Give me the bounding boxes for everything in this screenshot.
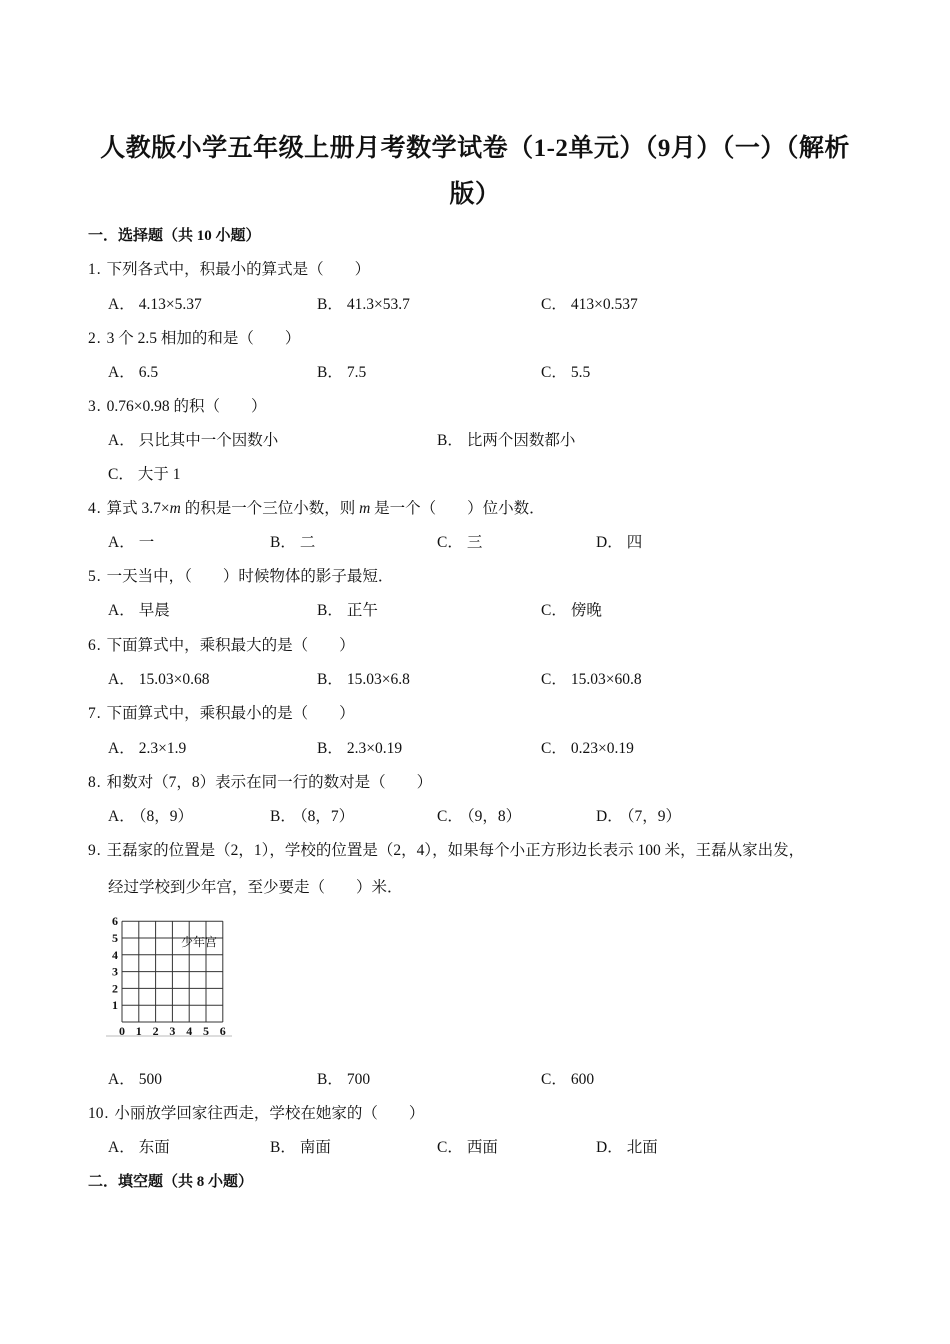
option-text: 正午 <box>346 602 378 619</box>
option-d[interactable] <box>596 1138 658 1158</box>
option-d[interactable] <box>596 807 681 827</box>
option-letter: C ． <box>541 296 567 313</box>
option-text: 15.03×0.68 <box>138 671 210 688</box>
question-text: 0.76×0.98 的积（ ） <box>106 398 267 415</box>
question-number: 10 . <box>88 1105 108 1122</box>
option-letter: B ． <box>317 296 343 313</box>
option-b[interactable] <box>270 807 354 827</box>
question-number: 3 . <box>88 398 101 415</box>
question-number: 7 . <box>88 705 101 722</box>
x-tick-label: 2 <box>152 1024 159 1038</box>
option-a[interactable] <box>108 431 278 451</box>
option-letter: A ． <box>108 1139 135 1156</box>
option-text: （8，7） <box>299 808 355 825</box>
option-a[interactable] <box>108 601 170 621</box>
option-text: 比两个因数都小 <box>466 432 576 449</box>
option-c[interactable] <box>541 739 634 759</box>
option-letter: B ． <box>270 1139 296 1156</box>
question-3 <box>88 397 267 417</box>
option-c[interactable] <box>541 1070 594 1090</box>
option-letter: B ． <box>317 364 343 381</box>
question-text: 下面算式中，乘积最小的是（ ） <box>106 705 355 722</box>
option-letter: C ． <box>437 808 463 825</box>
question-text: 和数对（7，8）表示在同一行的数对是（ ） <box>106 774 433 791</box>
question-5 <box>88 567 393 587</box>
coordinate-grid-figure <box>106 910 232 1038</box>
option-c[interactable] <box>108 465 181 485</box>
option-d[interactable] <box>596 533 642 553</box>
y-tick-label: 5 <box>112 931 118 945</box>
option-letter: B ． <box>317 740 343 757</box>
option-letter: A ． <box>108 740 135 757</box>
option-text: 二 <box>299 534 316 551</box>
x-tick-label: 6 <box>219 1024 226 1038</box>
place-label: 少年宫 <box>180 935 218 949</box>
y-tick-label: 2 <box>112 981 118 996</box>
option-letter: A ． <box>108 364 135 381</box>
y-tick-label: 3 <box>112 964 118 979</box>
option-text: 41.3×53.7 <box>346 296 410 313</box>
option-text: 15.03×6.8 <box>346 671 410 688</box>
question-9 <box>88 841 804 861</box>
question-1 <box>88 260 370 280</box>
option-letter: C ． <box>108 466 134 483</box>
option-a[interactable] <box>108 807 193 827</box>
option-c[interactable] <box>437 533 482 553</box>
question-9-line-2: 经过学校到少年宫，至少要走（ ）米． <box>108 879 403 896</box>
question-text-post: 是一个（ ）位小数． <box>370 500 545 517</box>
question-text: 下列各式中，积最小的算式是（ ） <box>106 261 371 278</box>
option-text: 600 <box>570 1071 595 1088</box>
option-text: 三 <box>466 534 483 551</box>
option-b[interactable] <box>317 295 410 315</box>
option-text: 700 <box>346 1071 371 1088</box>
option-text: 南面 <box>299 1139 331 1156</box>
option-letter: A ． <box>108 1071 135 1088</box>
option-b[interactable] <box>317 670 410 690</box>
section-heading-choice: 一．选择题（共 10 小题） <box>88 228 261 244</box>
option-letter: A ． <box>108 671 135 688</box>
option-a[interactable] <box>108 739 186 759</box>
question-6 <box>88 636 355 656</box>
question-7 <box>88 704 355 724</box>
option-a[interactable] <box>108 363 158 383</box>
option-c[interactable] <box>437 1138 498 1158</box>
question-number: 4 . <box>88 500 101 517</box>
question-2 <box>88 329 300 349</box>
option-letter: A ． <box>108 296 135 313</box>
option-letter: C ． <box>541 1071 567 1088</box>
option-text: 一 <box>138 534 155 551</box>
option-text: 四 <box>626 534 643 551</box>
grid-labels <box>112 914 226 1038</box>
y-tick-label: 6 <box>112 914 118 929</box>
option-text: 西面 <box>466 1139 498 1156</box>
question-number: 9 . <box>88 842 101 859</box>
option-letter: C ． <box>541 602 567 619</box>
question-text: 小丽放学回家往西走，学校在她家的（ ） <box>114 1105 425 1122</box>
option-text: 15.03×60.8 <box>570 671 642 688</box>
question-8 <box>88 773 432 793</box>
option-a[interactable] <box>108 533 154 553</box>
option-letter: B ． <box>317 1071 343 1088</box>
option-text: 2.3×1.9 <box>138 740 187 757</box>
option-b[interactable] <box>270 533 315 553</box>
option-b[interactable] <box>437 431 575 451</box>
option-text: 6.5 <box>138 364 159 381</box>
option-letter: D ． <box>596 808 623 825</box>
option-a[interactable] <box>108 295 202 315</box>
question-text: 下面算式中，乘积最大的是（ ） <box>106 637 355 654</box>
question-number: 2 . <box>88 330 101 347</box>
y-tick-label: 4 <box>112 947 118 962</box>
option-b[interactable] <box>317 363 366 383</box>
question-number: 6 . <box>88 637 101 654</box>
question-10 <box>88 1104 424 1124</box>
option-c[interactable] <box>541 363 590 383</box>
option-text: 7.5 <box>346 364 367 381</box>
option-text: 早晨 <box>138 602 170 619</box>
question-text: 王磊家的位置是（2，1），学校的位置是（2，4），如果每个小正方形边长表示 100 米，王磊从家出发， <box>106 842 805 859</box>
section-heading-fill: 二．填空题（共 8 小题） <box>88 1174 254 1190</box>
question-text: 3 个 2.5 相加的和是（ ） <box>106 330 301 347</box>
option-a[interactable] <box>108 1070 162 1090</box>
option-c[interactable] <box>541 670 642 690</box>
option-letter: B ． <box>437 432 463 449</box>
option-letter: C ． <box>541 671 567 688</box>
option-b[interactable] <box>317 601 378 621</box>
question-text: 一天当中，（ ）时候物体的影子最短． <box>106 568 394 585</box>
option-letter: A ． <box>108 602 135 619</box>
y-tick-label: 1 <box>112 998 118 1013</box>
option-letter: B ． <box>317 671 343 688</box>
option-letter: D ． <box>596 534 623 551</box>
question-number: 5 . <box>88 568 101 585</box>
option-c[interactable] <box>541 295 638 315</box>
question-text-pre: 算式 3.7× <box>106 500 170 517</box>
x-tick-label: 3 <box>169 1024 176 1038</box>
question-number: 1 . <box>88 261 101 278</box>
variable-m: m <box>169 500 181 517</box>
option-text: （8，9） <box>138 808 193 825</box>
option-b[interactable] <box>270 1138 331 1158</box>
question-4 <box>88 499 545 519</box>
question-text-mid: 的积是一个三位小数，则 <box>180 500 360 517</box>
option-text: 4.13×5.37 <box>138 296 202 313</box>
option-text: 东面 <box>138 1139 170 1156</box>
option-letter: D ． <box>596 1139 623 1156</box>
option-b[interactable] <box>317 1070 370 1090</box>
option-c[interactable] <box>541 601 602 621</box>
option-letter: A ． <box>108 432 135 449</box>
option-a[interactable] <box>108 1138 170 1158</box>
question-number: 8 . <box>88 774 101 791</box>
option-text: 傍晚 <box>570 602 602 619</box>
coordinate-grid-svg <box>106 910 232 1038</box>
option-text: 500 <box>138 1071 162 1088</box>
option-text: 大于 1 <box>137 466 181 483</box>
option-c[interactable] <box>437 807 521 827</box>
page-title <box>80 126 870 218</box>
variable-m: m <box>359 500 371 517</box>
option-letter: A ． <box>108 534 135 551</box>
x-tick-label: 1 <box>135 1024 142 1038</box>
option-letter: C ． <box>541 740 567 757</box>
option-letter: C ． <box>437 1139 463 1156</box>
option-text: 413×0.537 <box>570 296 638 313</box>
option-text: 5.5 <box>570 364 591 381</box>
option-letter: C ． <box>541 364 567 381</box>
option-letter: A ． <box>108 808 135 825</box>
x-tick-label: 4 <box>186 1024 193 1038</box>
option-text: 0.23×0.19 <box>570 740 634 757</box>
option-text: 2.3×0.19 <box>346 740 403 757</box>
option-text: （7，9） <box>626 808 681 825</box>
title-line-1: 人教版小学五年级上册月考数学试卷（1-2单元）（9月）（一）（解析 <box>100 135 850 162</box>
option-text: 只比其中一个因数小 <box>138 432 279 449</box>
option-a[interactable] <box>108 670 209 690</box>
option-text: （9，8） <box>466 808 522 825</box>
option-letter: B ． <box>317 602 343 619</box>
option-b[interactable] <box>317 739 402 759</box>
option-letter: B ． <box>270 534 296 551</box>
x-tick-label: 5 <box>203 1024 209 1038</box>
title-line-2: 版） <box>449 181 501 208</box>
x-tick-label: 0 <box>119 1024 125 1038</box>
option-text: 北面 <box>626 1139 658 1156</box>
option-letter: C ． <box>437 534 463 551</box>
option-letter: B ． <box>270 808 296 825</box>
